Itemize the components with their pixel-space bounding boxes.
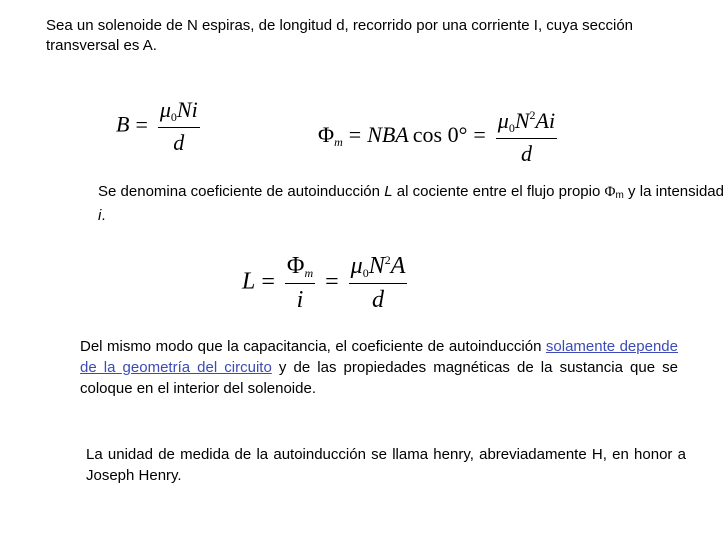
eq-l-phi: Φ <box>286 253 305 279</box>
definition-text-3: y la intensidad <box>623 183 724 200</box>
definition-text-4: . <box>101 207 106 224</box>
definition-paragraph <box>98 182 724 226</box>
equation-magnetic-field <box>116 99 204 154</box>
eq-flux-den: d <box>520 141 532 166</box>
eq-flux-phi: Φ <box>318 122 335 148</box>
eq-l-mu: μ <box>350 253 363 279</box>
unit-paragraph: La unidad de medida de la autoinducción se llama henry, abreviadamente H, en honor a Joseph Henry. <box>86 446 686 484</box>
eq-l-phi-sub: m <box>304 266 314 280</box>
eq-l-den-1: i <box>296 287 304 313</box>
eq-l-num-rest: A <box>390 253 406 279</box>
capacitance-text-2: y de las propiedades magnéticas de la sustancia que se coloque en el interior del solenoide. <box>80 359 678 397</box>
eq-b-mu: μ <box>159 97 171 122</box>
definition-phi-sub: m <box>615 190 624 201</box>
eq-flux-mu: μ <box>497 108 509 133</box>
definition-text-2: al cociente entre el flujo propio <box>392 183 605 200</box>
eq-l-fraction-1 <box>285 254 315 312</box>
eq-flux-n-sup: 2 <box>529 108 536 122</box>
eq-l-n: N <box>368 253 385 279</box>
intro-paragraph: Sea un solenoide de N espiras, de longitud d, recorrido por una corriente I, cuya sección transversal es A. <box>46 17 634 54</box>
capacitance-paragraph <box>80 336 678 399</box>
eq-b-den: d <box>173 130 185 155</box>
eq-b-equals: = <box>135 111 148 137</box>
eq-flux-cos: cos 0° <box>412 122 468 148</box>
eq-flux-num-rest: Ai <box>535 108 556 133</box>
definition-symbol-i: i <box>98 207 102 224</box>
eq-flux-equals-1: = <box>348 122 362 148</box>
eq-l-equals-1: = <box>261 268 275 295</box>
eq-b-lhs: B <box>116 111 130 137</box>
definition-symbol-l: L <box>384 183 393 200</box>
definition-phi: Φ <box>604 184 616 200</box>
eq-flux-mu-sub: 0 <box>508 121 515 135</box>
eq-l-lhs: L <box>242 268 256 295</box>
capacitance-text-1: Del mismo modo que la capacitancia, el coeficiente de autoinducción <box>80 338 546 355</box>
eq-b-mu-sub: 0 <box>170 110 177 124</box>
geometry-link[interactable]: solamente depende de la geometría del circuito <box>80 338 678 376</box>
eq-b-num-rest: Ni <box>176 97 198 122</box>
eq-l-n-sup: 2 <box>384 253 391 267</box>
eq-l-mu-sub: 0 <box>362 266 369 280</box>
equation-magnetic-flux <box>318 109 561 165</box>
eq-l-fraction-2 <box>349 254 408 312</box>
eq-flux-phi-sub: m <box>334 135 343 150</box>
eq-flux-n: N <box>514 108 530 133</box>
eq-l-den-2: d <box>372 287 385 313</box>
eq-flux-equals-2: = <box>473 122 486 148</box>
eq-flux-fraction <box>496 109 557 165</box>
eq-flux-product: NBA <box>367 122 409 148</box>
eq-l-equals-2: = <box>325 268 339 295</box>
definition-text-1: Se denomina coeficiente de autoinducción <box>98 183 385 200</box>
eq-b-fraction <box>158 99 200 154</box>
equation-self-inductance <box>242 254 411 312</box>
